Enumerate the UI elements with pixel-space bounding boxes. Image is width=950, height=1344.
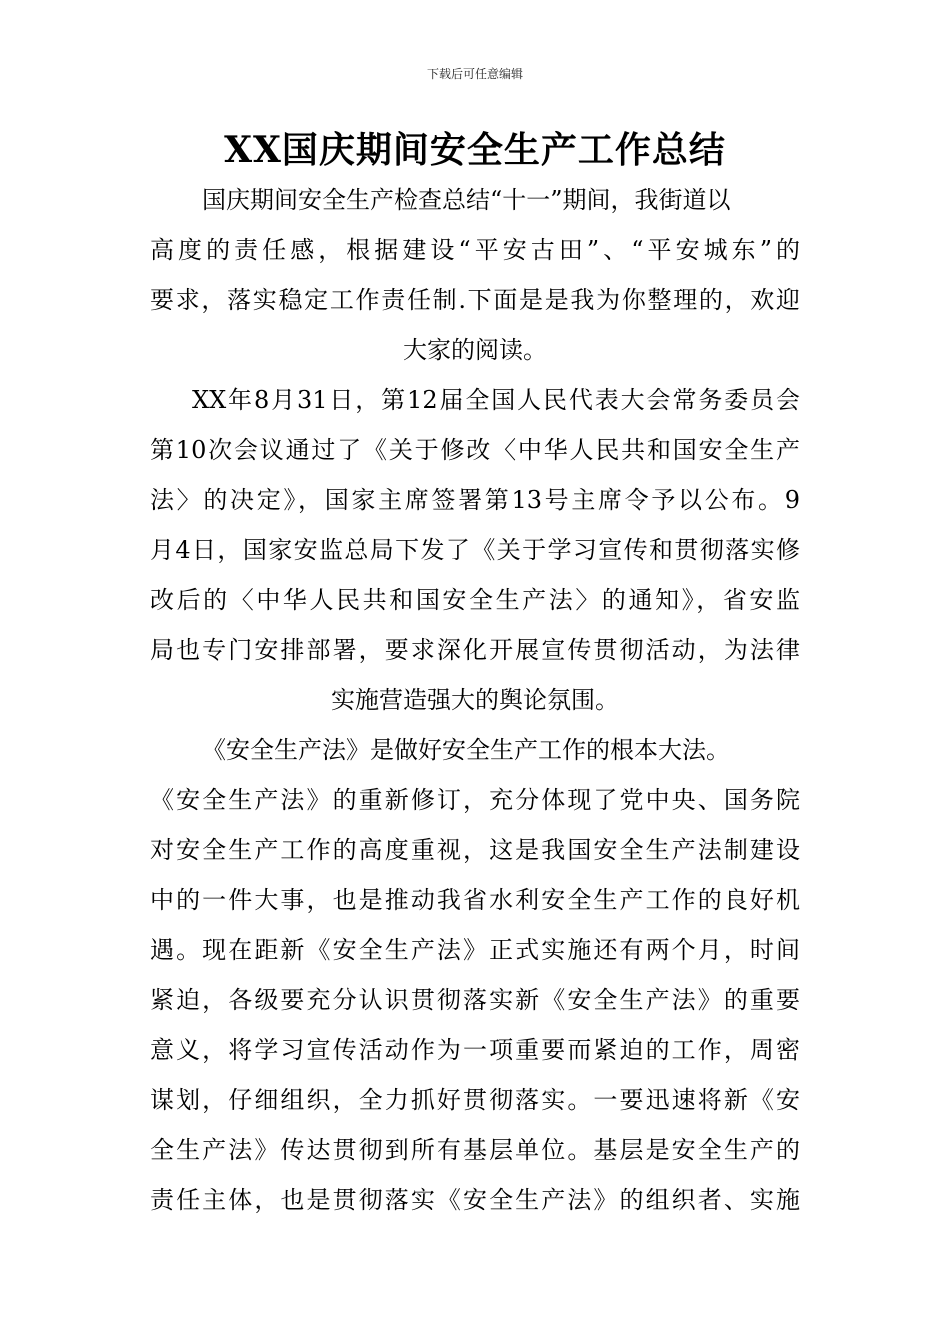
body-line: 月4日，国家安监总局下发了《关于学习宣传和贯彻落实修 [150,536,800,564]
body-line: 意义，将学习宣传活动作为一项重要而紧迫的工作，周密 [150,1036,800,1064]
body-line: 中的一件大事，也是推动我省水利安全生产工作的良好机 [150,886,800,914]
body-line: 法〉的决定》，国家主席签署第13号主席令予以公布。9 [150,486,800,514]
body-line: 谋划，仔细组织，全力抓好贯彻落实。一要迅速将新《安 [150,1086,800,1114]
body-line: 实施营造强大的舆论氛围。 [331,686,619,714]
body-line: 国庆期间安全生产检查总结“十一”期间，我街道以 [202,186,731,214]
document-title: XX国庆期间安全生产工作总结 [224,129,726,171]
body-line: 对安全生产工作的高度重视，这是我国安全生产法制建设 [150,836,800,864]
body-line: 责任主体，也是贯彻落实《安全生产法》的组织者、实施 [150,1186,800,1214]
body-line: 改后的〈中华人民共和国安全生产法〉的通知》，省安监 [150,586,800,614]
body-line: XX年8月31日，第12届全国人民代表大会常务委员会 [192,386,800,414]
body-line: 大家的阅读。 [403,336,547,364]
body-line: 《安全生产法》是做好安全生产工作的根本大法。 [202,736,730,764]
body-line: 高度的责任感，根据建设“平安古田”、“平安城东”的 [150,236,800,264]
body-line: 全生产法》传达贯彻到所有基层单位。基层是安全生产的 [150,1136,800,1164]
header-note: 下载后可任意编辑 [426,67,523,81]
body-line: 局也专门安排部署，要求深化开展宣传贯彻活动，为法律 [150,636,800,664]
body-line: 《安全生产法》的重新修订，充分体现了党中央、国务院 [150,786,800,814]
body-line: 要求，落实稳定工作责任制.下面是是我为你整理的，欢迎 [150,286,800,314]
body-line: 遇。现在距新《安全生产法》正式实施还有两个月，时间 [150,936,800,964]
document-body [150,175,800,1225]
body-line: 紧迫，各级要充分认识贯彻落实新《安全生产法》的重要 [150,986,800,1014]
body-line: 第10次会议通过了《关于修改〈中华人民共和国安全生产 [150,436,800,464]
